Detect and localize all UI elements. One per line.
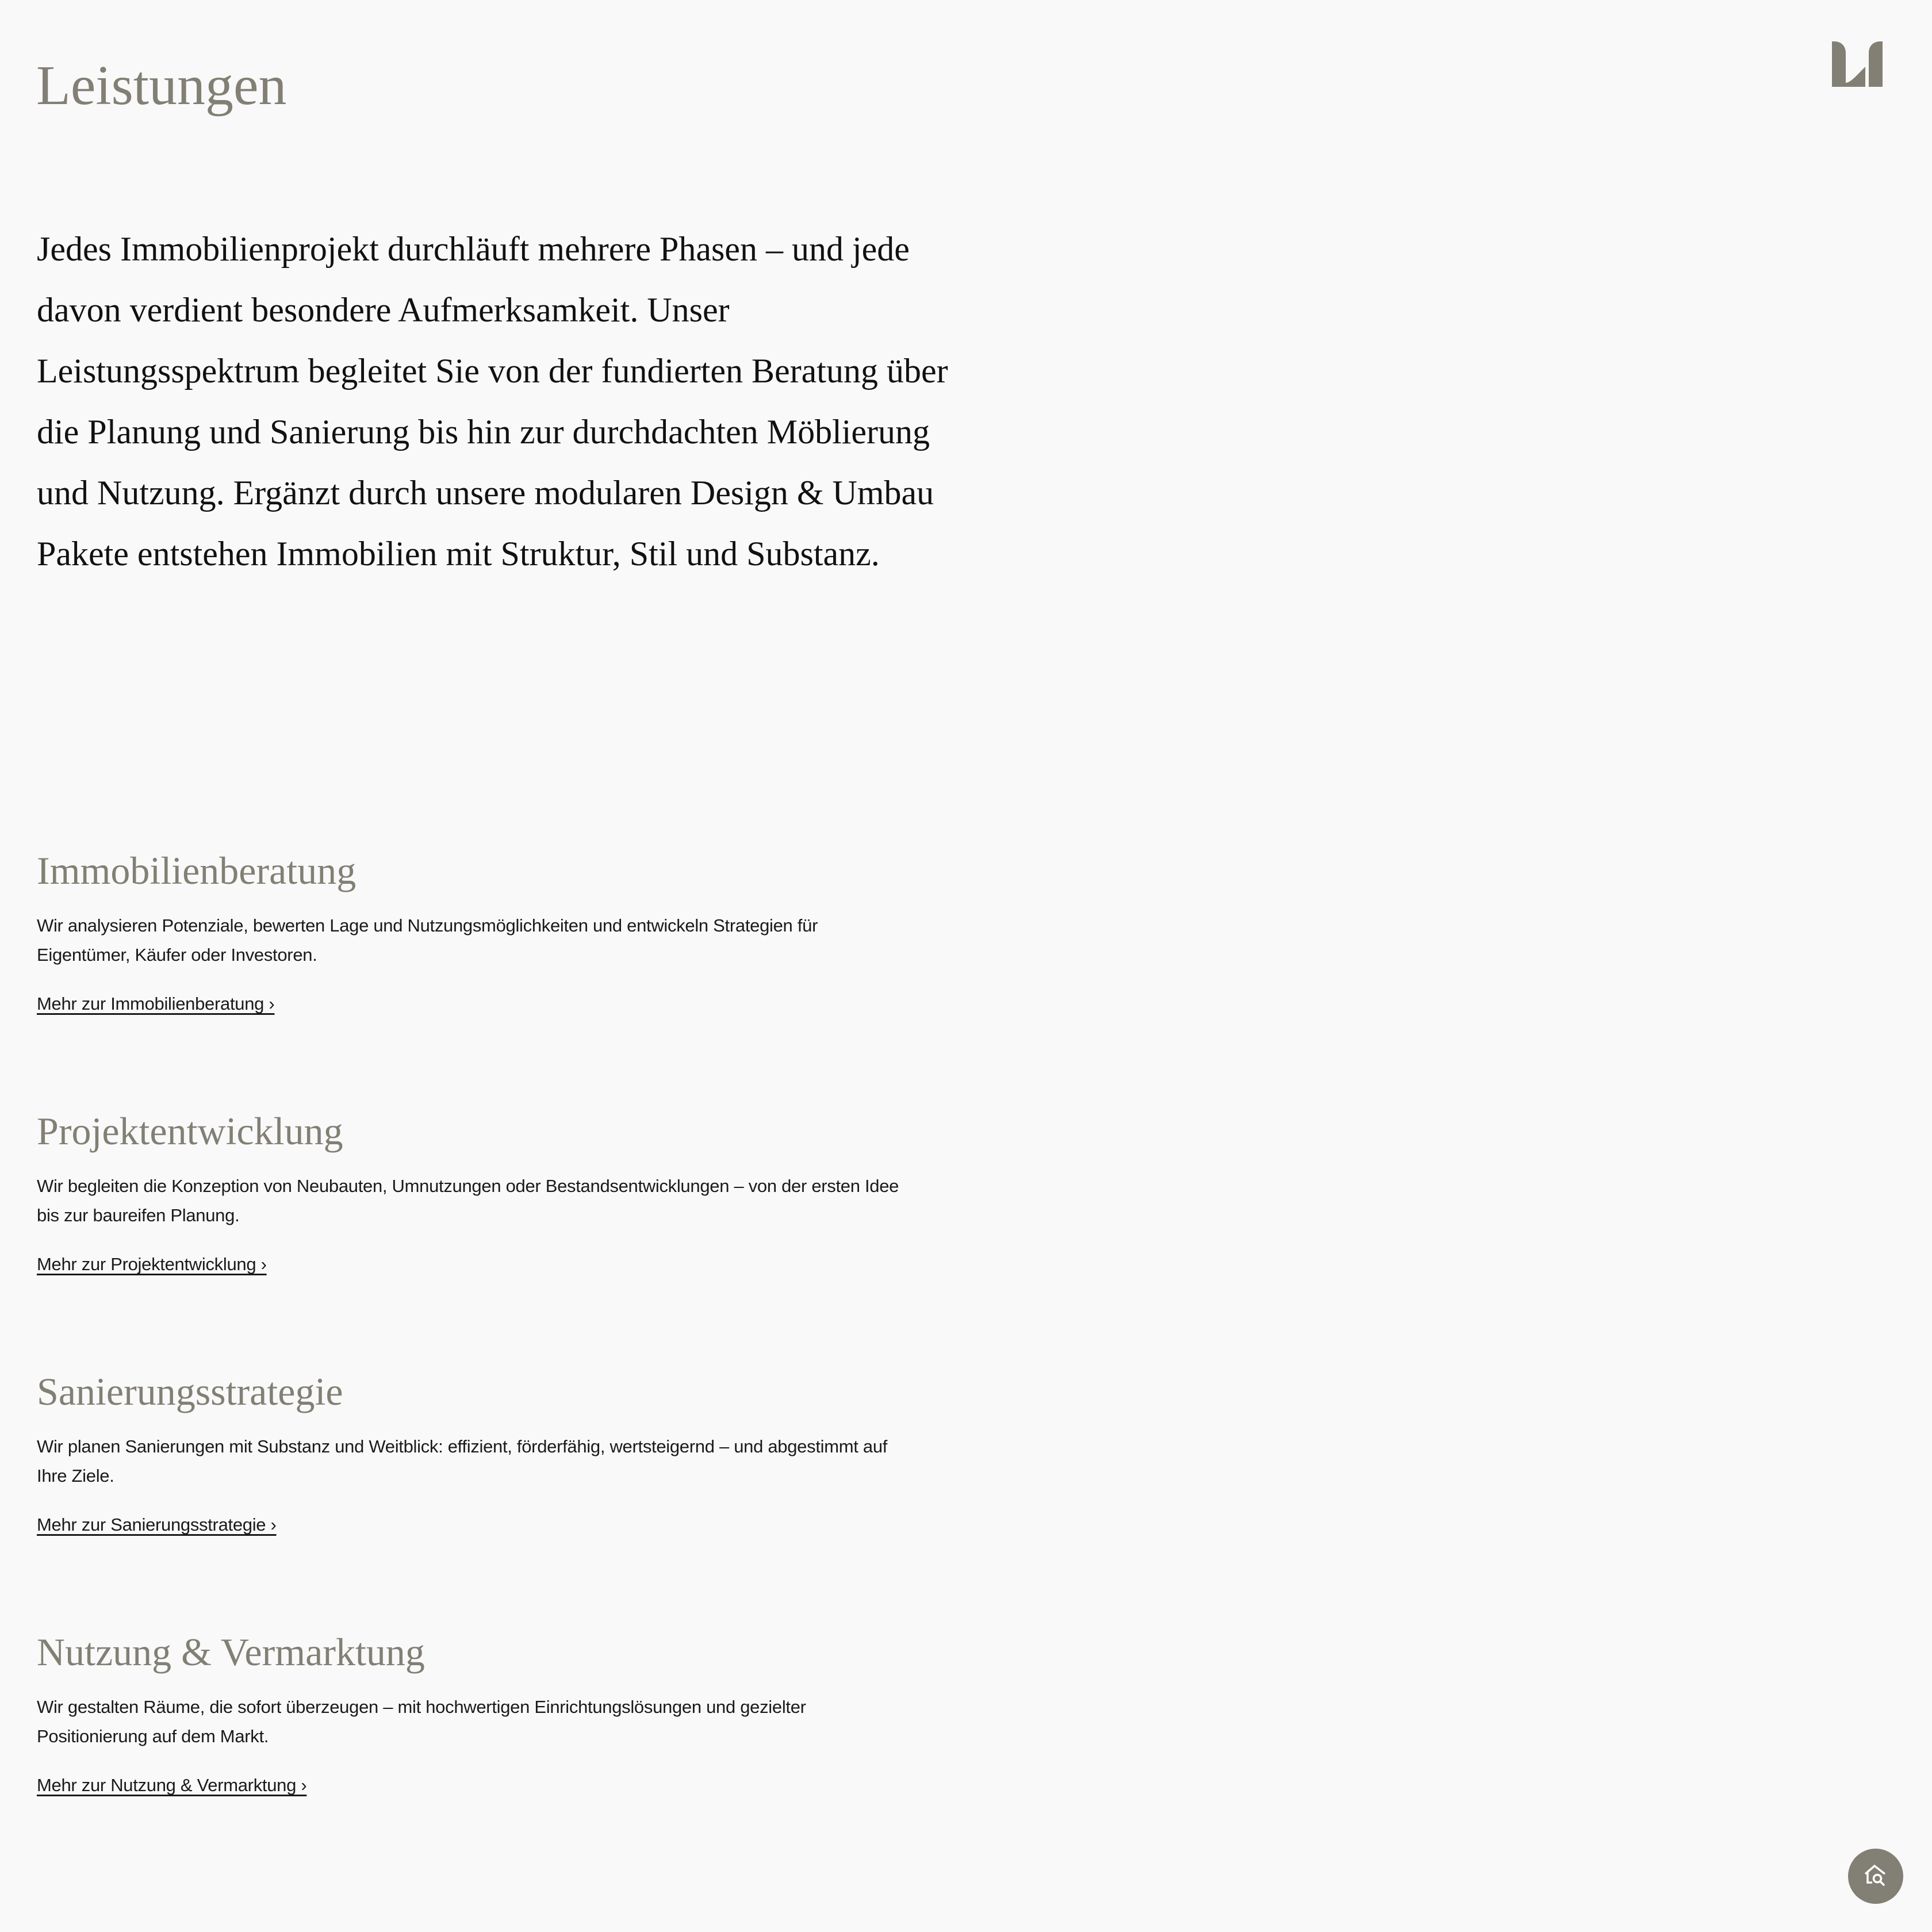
service-immobilienberatung (37, 848, 934, 1015)
logo-icon[interactable] (1832, 41, 1883, 87)
house-search-icon (1863, 1864, 1888, 1889)
section-description: Wir begleiten die Konzeption von Neubauten, Umnutzungen oder Bestandsentwicklungen – von der ersten Idee bis zur baureifen Planung. (37, 1176, 899, 1225)
section-heading: Sanierungsstrategie (37, 1370, 343, 1413)
property-search-button[interactable] (1848, 1849, 1903, 1904)
intro-paragraph: Jedes Immobilienprojekt durchläuft mehrere Phasen – und jede davon verdient besondere Aufmerksamkeit. Unser Leistungsspektrum begleitet Sie von der fundierten Beratung über die Planung und Sanierung bis hin zur durchdachten Möblierung und Nutzung. Ergänzt durch unsere modularen Design & Umbau Pakete entstehen Immobilien mit Struktur, Stil und Substanz. (37, 230, 948, 573)
service-sanierungsstrategie (37, 1368, 934, 1536)
section-description: Wir planen Sanierungen mit Substanz und Weitblick: effizient, förderfähig, wertsteigernd – und abgestimmt auf Ihre Ziele. (37, 1436, 888, 1486)
more-link-projektentwicklung[interactable]: Mehr zur Projektentwicklung › (37, 1254, 267, 1274)
section-heading: Immobilienberatung (37, 849, 356, 892)
section-description: Wir analysieren Potenziale, bewerten Lage und Nutzungsmöglichkeiten und entwickeln Strategien für Eigentümer, Käufer oder Investoren. (37, 915, 818, 965)
section-description: Wir gestalten Räume, die sofort überzeugen – mit hochwertigen Einrichtungslösungen und gezielter Positionierung auf dem Markt. (37, 1697, 806, 1746)
page-title: Leistungen (36, 55, 287, 117)
section-heading: Nutzung & Vermarktung (37, 1630, 425, 1674)
more-link-immobilienberatung[interactable]: Mehr zur Immobilienberatung › (37, 994, 275, 1014)
service-projektentwicklung (37, 1108, 934, 1276)
more-link-nutzung-vermarktung[interactable]: Mehr zur Nutzung & Vermarktung › (37, 1775, 307, 1795)
more-link-sanierungsstrategie[interactable]: Mehr zur Sanierungsstrategie › (37, 1515, 277, 1535)
service-nutzung-vermarktung (37, 1629, 934, 1797)
section-heading: Projektentwicklung (37, 1109, 343, 1153)
